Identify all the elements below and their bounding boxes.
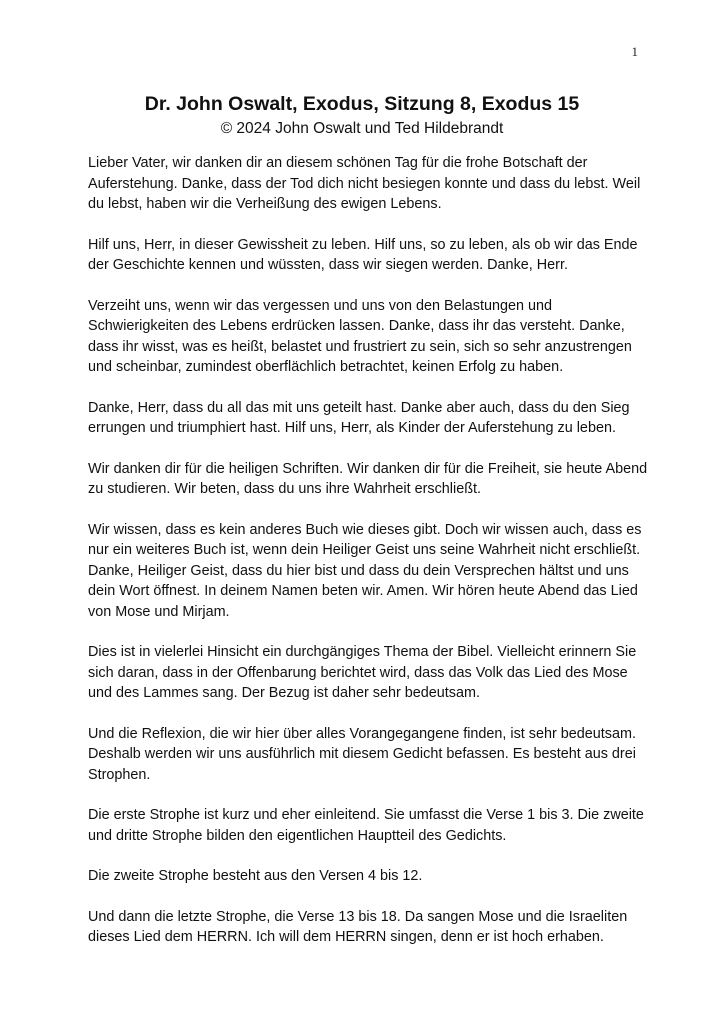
paragraph: Die zweite Strophe besteht aus den Versen 4 bis 12. (88, 868, 423, 884)
paragraph: Und dann die letzte Strophe, die Verse 13 bis 18. Da sangen Mose und die Israeliten dieses Lied dem HERRN. Ich will dem HERRN singen, denn er ist hoch erhaben. (88, 908, 628, 945)
paragraph: Hilf uns, Herr, in dieser Gewissheit zu leben. Hilf uns, so zu leben, als ob wir das Ende der Geschichte kennen und wüssten, dass wir siegen werden. Danke, Herr. (88, 236, 638, 273)
paragraph: Danke, Herr, dass du all das mit uns geteilt hast. Danke aber auch, dass du den Sieg errungen und triumphiert hast. Hilf uns, Herr, als Kinder der Auferstehung zu leben. (88, 399, 630, 436)
paragraph: Und die Reflexion, die wir hier über alles Vorangegangene finden, ist sehr bedeutsam. Deshalb werden wir uns ausführlich mit diesem Gedicht befassen. Es besteht aus drei Strophen. (88, 725, 636, 783)
paragraph: Wir wissen, dass es kein anderes Buch wie dieses gibt. Doch wir wissen auch, dass es nur ein weiteres Buch ist, wenn dein Heiliger Geist uns seine Wahrheit nicht erschließt. Danke, Heiliger Geist, dass du hier bist und dass du dein Versprechen hältst und uns dein Wort öffnest. In deinem Namen beten wir. Amen. Wir hören heute Abend das Lied von Mose und Mirjam. (88, 521, 642, 620)
page-number: 1 (631, 44, 638, 59)
paragraph: Dies ist in vielerlei Hinsicht ein durchgängiges Thema der Bibel. Vielleicht erinnern Sie sich daran, dass in der Offenbarung berichtet wird, dass das Volk das Lied des Mose und des Lammes sang. Der Bezug ist daher sehr bedeutsam. (88, 644, 637, 701)
paragraph: Lieber Vater, wir danken dir an diesem schönen Tag für die frohe Botschaft der Auferstehung. Danke, dass der Tod dich nicht besiegen konnte und dass du lebst. Weil du lebst, haben wir die Verheißung des ewigen Lebens. (88, 155, 641, 212)
paragraph: Wir danken dir für die heiligen Schriften. Wir danken dir für die Freiheit, sie heute Abend zu studieren. Wir beten, dass du uns ihre Wahrheit erschließt. (88, 460, 648, 497)
document-title: Dr. John Oswalt, Exodus, Sitzung 8, Exodus 15 (144, 93, 580, 115)
document-body (88, 153, 648, 968)
paragraph: Verzeiht uns, wenn wir das vergessen und uns von den Belastungen und Schwierigkeiten des Lebens erdrücken lassen. Danke, dass ihr das versteht. Danke, dass ihr wisst, was es heißt, belastet und frustriert zu sein, sich so sehr anzustrengen und scheinbar, zumindest oberflächlich betrachtet, keinen Erfolg zu haben. (88, 297, 632, 375)
paragraph: Die erste Strophe ist kurz und eher einleitend. Sie umfasst die Verse 1 bis 3. Die zweite und dritte Strophe bilden den eigentlichen Hauptteil des Gedichts. (88, 807, 644, 844)
copyright-line: © 2024 John Oswalt und Ted Hildebrandt (220, 120, 504, 137)
